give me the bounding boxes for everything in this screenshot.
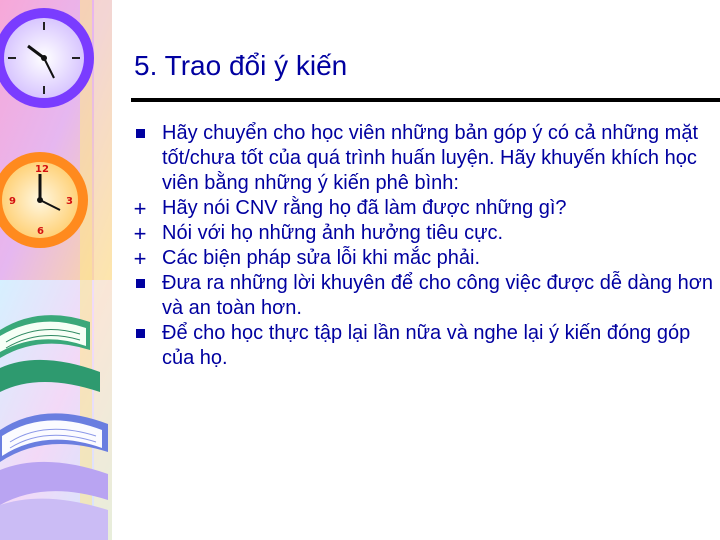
slide-title: 5. Trao đổi ý kiến [134,50,348,81]
list-item-text: Để cho học thực tập lại lần nữa và nghe lại ý kiến đóng góp của họ. [162,322,691,369]
list-item-text: Hãy nói CNV rằng họ đã làm được những gì? [162,197,567,219]
square-bullet-icon [130,271,150,296]
svg-text:9: 9 [9,196,16,207]
list-item [130,121,715,196]
plus-bullet-icon: + [133,246,147,271]
book-icon [0,413,108,540]
plus-bullet-icon: + [133,196,147,221]
list-item [130,221,715,246]
list-item-text: Nói với họ những ảnh hưởng tiêu cực. [162,222,504,244]
svg-text:3: 3 [66,196,73,207]
square-bullet-icon [130,121,150,146]
plus-bullet-icon: + [133,221,147,246]
list-item-text: Hãy chuyển cho học viên những bản góp ý có cả những mặt tốt/chưa tốt của quá trình huấn luyện. Hãy khuyến khích học viên bằng những ý kiến phê bình: [162,122,699,194]
list-item [130,271,715,321]
bullet-list [130,121,715,371]
list-item-text: Đưa ra những lời khuyên để cho công việc được dễ dàng hơn và an toàn hơn. [162,272,713,319]
list-item [130,321,715,371]
svg-text:6: 6 [37,226,44,237]
list-item-text: Các biện pháp sửa lỗi khi mắc phải. [162,247,481,269]
list-item [130,196,715,221]
square-bullet-icon [130,321,150,346]
list-item [130,246,715,271]
title-underline [131,98,720,102]
svg-text:12: 12 [35,164,49,175]
decorative-left-strip [0,0,112,540]
